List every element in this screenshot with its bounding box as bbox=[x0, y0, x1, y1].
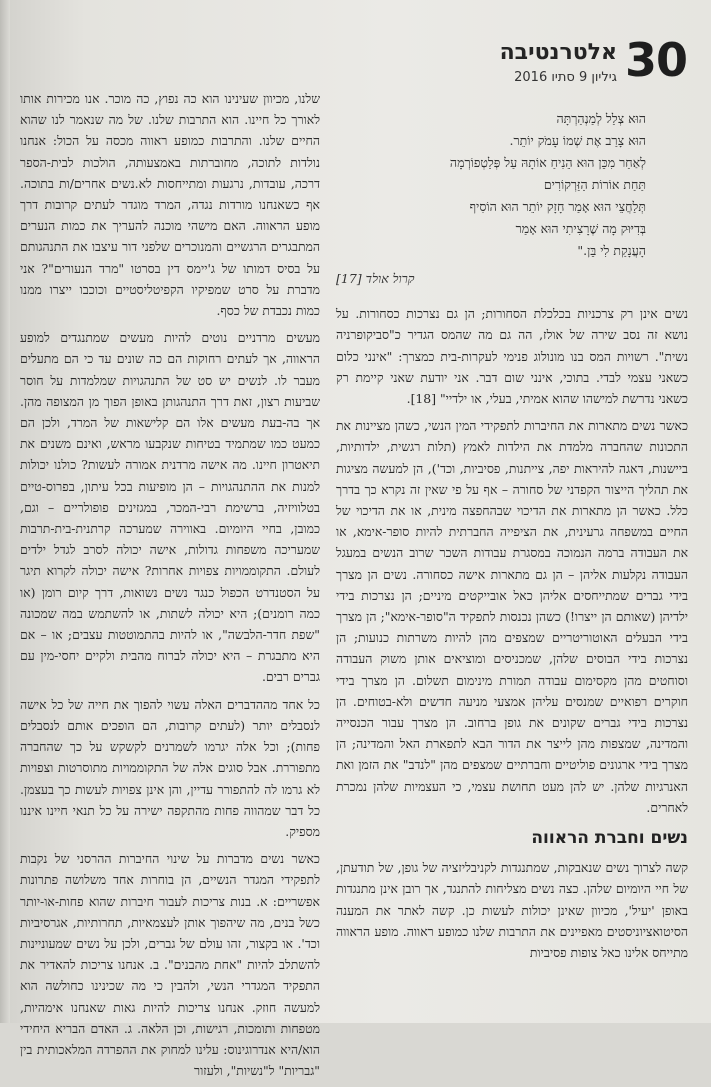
right-column bbox=[336, 96, 688, 969]
poem-line: בְּדִיּוּק מָה שֶׁרָצִיתִי הוּא אָמַר bbox=[515, 221, 646, 236]
paragraph: מעשים מרדניים נוטים להיות מעשים שמתנגדים למופע הראווה, אך לעתים רחוקות הם כה שונים עד כי הם מתעלים מעבר לו. לנשים יש סט של התנהגויות שמלמדות על חוסר שביעות רצון, זאת דרך התנהגותן באופן הפוך מן המצופה מהן. אך בה-בעת מעשים אלו הם קלישאות של המרד, ולכן הם כמעט כמו שמתמיד בטיחות שנקבעו מראש, ואינם משנים את תיאטרון חיינו. מה אישה מרדנית אמורה לעשות? כולנו יכולות למנות את ההתנהגויות – הן מופיעות בכל עיתון, בפרוס-טיים בטלוויזיה, ברשימת רבי-המכר, במגזינים פופולריים – וגם, כמובן, בחיי היומיום. באווירה שמערכה קרתנית-בית-תרבות שמעריכה משפחות גדולות, אישה יכולה לסרב לגדל ילדים לעולם. התקוממויות צפויות אחרות? אישה יכולה לקרוא תיגר על הסטנדרט הכפול כנגד נשים נשואות, דרך קיום רומן (או כמה רומנים); היא יכולה לשתות, או להשתמש במה שמכונה "שפת חדר-הלבשה", או להיות בהתמוטטות עצבים; או – אם היא מתבגרת – היא יכולה לברוח מהבית ולקיים יחסי-מין עם גברים רבים. bbox=[20, 330, 320, 685]
paragraph: כל אחד מההדברים האלה עשוי להפוך את חייה של כל אישה לנסבלים יותר (לעתים קרובות, הם הופכים אותם לנסבלים פחות); וכל אלה יגרמו לשמרנים לקשקש על כך שהחברה מתפוררת. אבל סוגים אלה של התקוממויות מתוסרטות וצפויות לא גרמו לה להתפורר עדיין, והן אינן צפויות לעשות כך בעצמן. כל דבר שמהווה פחות מהתקפה ישירה על כל תנאי חיינו איננו מספיק. bbox=[20, 696, 320, 839]
left-column bbox=[20, 88, 320, 1087]
paragraph: כאשר נשים מתארות את החיברות לתפקידי המין הנשי, כשהן מציינות את התכונות שהחברה מלמדת את הילדות לאמץ (תלות רגשית, ילדותיות, ביישנות, דאגה להיראות יפה, צייתנות, פסיביות, וכד'), הן למעשה מציגות את תהליך הייצור הקפדני של סחורה – אף על פי שאין זה נקרא כך בדרך כלל. כאשר הן מתארות את הדיכוי שבהחפצה מינית, או את הדיכוי של החיים במשפחה גרעינית, את הציפייה החברתית להיות סופר-אימא, או את העבודה ברמה הנמוכה במסגרת עבודות השכר שרוב הנשים במעגל העבודה נקלעות אליהן – הן גם מתארות אישה כסחורה. נשים הן מצרך בידי גברים שמתייחסים אליהן כאל אובייקטים מיניים; הן נצרכות בידי ילדיהן (שאותם הן ייצרו!) כשהן נכנסות לתפקיד ה"סופר-אימא"; הן מצרך בידי הבעלים האוטוריטריים שמצפים מהן להיות משרתות כנועות; הן נצרכות בידי הבוסים שלהן, שמכניסים ומוציאים אותן משוק העבודה וסוחטים מהן מקסימום עבודה תמורת מינימום תשלום. הן מצרך בידי חוקרים רפואיים שמנסים עליהן אמצעי מניעה חדשים ולא-בטוחים. הן נצרכות בידי גברים שקונים את גופן ברחוב. הן מצרך עבור הכנסייה והמדינה, שמצפות מהן לייצר את הדור הבא לתפארת האל והמדינה; הן מצרך בידי ארגונים פוליטיים וחברתיים שמצפים מהן "לנדב" את הזמן ואת האנרגיות שלהן. יש להן מעט תחושת עצמי, כי העצמיות שלהן נמכרת לאחרים. bbox=[336, 418, 688, 815]
paragraph: נשים אינן רק צרכניות בכלכלת הסחורות; הן גם נצרכות כסחורות. על נושא זה נסב שירה של אולז, הה גם מה שהמס הגדיר כ"סביקופרניה נשית". רשויות המס בנו מונולוג פנימי לעקרות-בית כמצרך: "אינני כלום כשאני עצמי לבדי. בתוכי, אינני שום דבר. אני יודעת שאני קיימת רק כשאני נדרשת למישהו שהוא אמיתי, בעלי, או ילדיי" [18]. bbox=[336, 306, 688, 407]
issue-line: גיליון 9 סתיו 2016 bbox=[514, 70, 617, 85]
paragraph: שלנו, מכיוון שעינינו הוא כה נפוץ, כה מוכר. אנו מכירות אותו לאורך כל חיינו. הוא התרבות שלנו. של מה שנאמר לנו שהוא החיים שלנו. והתרבות כמופע ראווה מכסה על הכול: אנחנו נולדות לתוכה, מחוברתות באמצעותה, הולכות לבית-הספר דרכה, עובדות, נרגעות ומתייחסות לא.נשים אחרים/ות בתוכה. אף כשאנחנו מורדות נגדה, המרד מוגדר לעתים קרובות דרך מופע הראווה. האם מישהי מוכנה להעריך את כמות הנערים המתבגרים הרגשיים והמנוכרים שלפני דור עיצבו את התנהגותם על בסיס דמותו של ג'יימס דין בסרטו "מרד הנעורים"? אני מדברת על סרט שמפיקיו הקפיטליסטיים וכוכבו ייצרו ממנו כמות נכבדת של כסף. bbox=[20, 91, 320, 319]
poem-credit bbox=[336, 268, 688, 289]
poem-line: הָעֲנָקַת לִי בֵּן." bbox=[577, 243, 646, 258]
poem bbox=[336, 108, 646, 262]
poem-line: תְּלַחֲצֵי הוּא אָמַר חָזָק יוֹתֵר הוּא הוֹסִיף bbox=[469, 199, 646, 214]
page-number: 30 bbox=[624, 33, 687, 87]
poem-line: הוּא צָרַב אֶת שְׁמוֹ עָמֹק יוֹתֵר. bbox=[509, 133, 646, 148]
magazine-title: אלטרנטיבה bbox=[499, 40, 617, 65]
page-spine-shadow bbox=[0, 0, 10, 1023]
section-heading: נשים וחברת הראווה bbox=[531, 828, 688, 849]
paragraph: קשה לצרוך נשים שנאבקות, שמתנגדות לקניבליזציה של גופן, של תודעתן, של חיי היומיום שלהן. כצה נשים מצליחות להתנגד, אך רובן אינן מתנגדות באופן 'יעיל', מכיוון שאינן יכולות לעשות כן. קשה לאתר את המענה הסיטואציוניסטים מאפיינים את התרבות שלנו כמופע ראווה. מופע הראווה מתייחס אלינו כאל צופות פסיביות bbox=[336, 860, 688, 961]
masthead bbox=[487, 33, 687, 92]
poem-line: תַּחַת אוֹרוֹת הַזַּרְקוֹרִים bbox=[543, 177, 646, 192]
poem-credit-text: קרול אולד [17] bbox=[336, 271, 415, 286]
poem-line: לְאַחַר מִכֵּן הוּא הֵנִיחַ אוֹתָהּ עַל פְּלַטְפוֹרְמָה bbox=[449, 155, 646, 170]
poem-line: הוּא צְלַל לְמַנְהַרְתָּה bbox=[556, 111, 646, 126]
paragraph: כאשר נשים מדברות על שינוי החיברות ההרסני של נקבות לתפקידי המגדר הנשיים, הן בוחרות אחד משלושה פתרונות אפשריים: א. בנות צריכות לעבור חיברות שהוא פחות-או-יותר כשל בנים, מה שיהפוך אותן לעצמאיות, תחרותיות, אגרסיביות וכד'. או בקצור, זהו עולם של גברים, ולכן על נשים שמעוניינות להשתלב להיות "אחת מהבנים". ב. אנחנו צריכות להאדיר את התפקיד המגדרי הנשי, ולהבין כי מה שכינינו כחולשה הוא למעשה חוזק. אנחנו צריכות להיות גאות שאנחנו אימהיות, מטפחות ותומכות, רגישות, וכן הלאה. ג. האדם הבריא היחידי הוא/היא אנדרוגינוס: עלינו למחוק את ההפרדה המלאכותית בין "גבריות" ל"נשיות", ולעזור bbox=[20, 851, 320, 1079]
